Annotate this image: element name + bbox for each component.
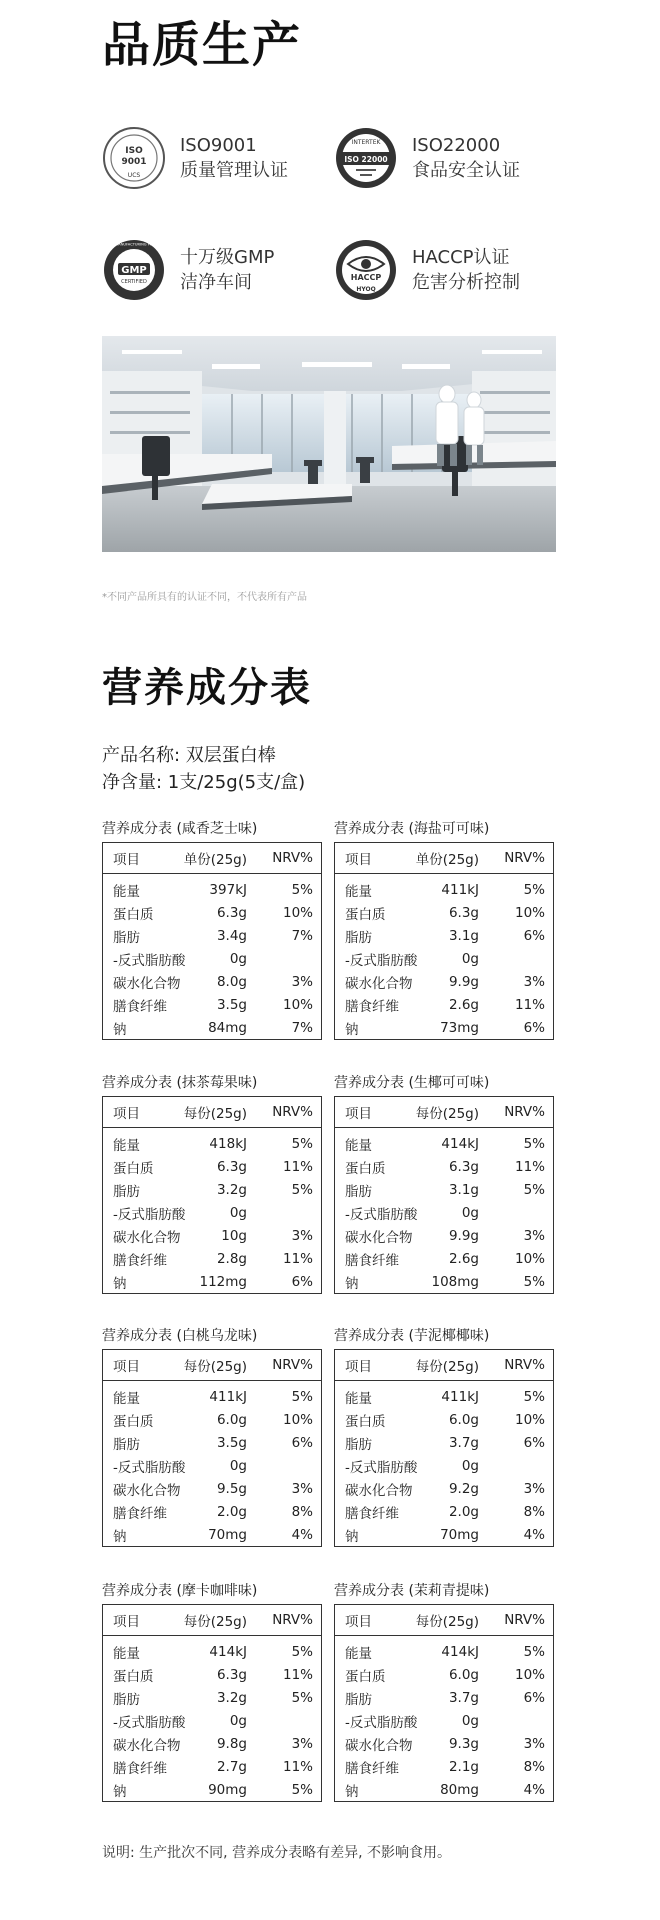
row-label: 能量 — [345, 1137, 372, 1154]
row-value: 414kJ — [209, 1643, 247, 1660]
row-value: 397kJ — [209, 881, 247, 898]
header-cell: 每份(25g) — [415, 1359, 479, 1375]
row-value: 6.3g — [448, 1158, 479, 1175]
table-header — [335, 843, 553, 874]
row-nrv: 3% — [523, 1227, 545, 1244]
row-value: 0g — [229, 1204, 247, 1221]
row-nrv: 3% — [523, 1735, 545, 1752]
row-label: 蛋白质 — [345, 906, 386, 923]
table-header — [103, 843, 321, 874]
row-label: 碳水化合物 — [345, 1482, 413, 1499]
cert-desc: 质量管理认证 — [180, 160, 288, 181]
row-nrv: 4% — [523, 1781, 545, 1798]
nutrition-table — [334, 1349, 554, 1547]
row-label: -反式脂肪酸 — [113, 1459, 186, 1476]
table-row — [335, 1686, 553, 1709]
row-value: 2.6g — [448, 1250, 479, 1267]
row-label: 膳食纤维 — [113, 1252, 167, 1269]
table-title: 营养成分表 (咸香芝士味) — [102, 821, 258, 837]
row-value: 0g — [229, 1457, 247, 1474]
row-value: 3.1g — [448, 1181, 479, 1198]
table-row — [103, 1247, 321, 1270]
lab-illustration — [102, 336, 556, 552]
header-cell: NRV% — [504, 1612, 545, 1628]
header-cell: 单份(25g) — [183, 852, 247, 868]
row-value: 411kJ — [209, 1388, 247, 1405]
header-cell: NRV% — [272, 1104, 313, 1120]
row-label: 脂肪 — [345, 1436, 372, 1453]
row-label: 碳水化合物 — [113, 975, 181, 992]
row-value: 80mg — [440, 1781, 479, 1798]
nutrition-table — [102, 1349, 322, 1547]
row-value: 70mg — [440, 1526, 479, 1543]
row-value: 418kJ — [209, 1135, 247, 1152]
seal-text: GMP — [121, 265, 147, 276]
nutrition-table — [334, 1604, 554, 1802]
table-row — [335, 924, 553, 947]
header-cell: 每份(25g) — [415, 1614, 479, 1630]
table-row — [103, 1431, 321, 1454]
row-nrv: 6% — [523, 1019, 545, 1036]
row-nrv: 5% — [291, 881, 313, 898]
cert-gmp — [102, 238, 274, 302]
table-row — [103, 1778, 321, 1801]
row-nrv: 11% — [282, 1158, 313, 1175]
row-label: -反式脂肪酸 — [345, 1459, 418, 1476]
row-label: 钠 — [345, 1021, 359, 1038]
row-value: 3.1g — [448, 927, 479, 944]
row-nrv: 7% — [291, 927, 313, 944]
row-value: 10g — [221, 1227, 247, 1244]
table-row — [335, 1016, 553, 1039]
row-label: 脂肪 — [113, 1691, 140, 1708]
row-label: 膳食纤维 — [345, 998, 399, 1015]
table-row — [103, 1155, 321, 1178]
header-cell: NRV% — [272, 850, 313, 866]
row-label: 钠 — [113, 1275, 127, 1292]
table-title: 营养成分表 (白桃乌龙味) — [102, 1328, 258, 1344]
row-nrv: 11% — [282, 1758, 313, 1775]
row-nrv: 7% — [291, 1019, 313, 1036]
table-row — [335, 993, 553, 1016]
table-row — [335, 1385, 553, 1408]
table-row — [103, 1224, 321, 1247]
row-nrv: 6% — [291, 1273, 313, 1290]
table-row — [335, 1431, 553, 1454]
table-row — [103, 1477, 321, 1500]
row-label: 蛋白质 — [113, 1413, 154, 1430]
header-cell: 每份(25g) — [183, 1106, 247, 1122]
row-value: 3.2g — [216, 1181, 247, 1198]
seal-text: UCS — [127, 172, 141, 179]
row-nrv: 5% — [291, 1388, 313, 1405]
row-nrv: 11% — [282, 1250, 313, 1267]
row-nrv: 10% — [282, 904, 313, 921]
header-cell: 项目 — [345, 1359, 372, 1375]
nutrition-table — [334, 842, 554, 1040]
row-value: 411kJ — [441, 1388, 479, 1405]
row-label: -反式脂肪酸 — [345, 952, 418, 969]
table-row — [103, 1201, 321, 1224]
row-value: 3.5g — [216, 1434, 247, 1451]
row-nrv: 10% — [514, 904, 545, 921]
header-cell: 项目 — [345, 1614, 372, 1630]
seal-text: CERTIFIED — [121, 279, 147, 285]
row-nrv: 4% — [291, 1526, 313, 1543]
table-header — [103, 1097, 321, 1128]
table-title: 营养成分表 (生椰可可味) — [334, 1075, 490, 1091]
row-nrv: 3% — [523, 973, 545, 990]
table-row — [335, 1755, 553, 1778]
row-value: 3.7g — [448, 1689, 479, 1706]
table-row — [335, 1408, 553, 1431]
cert-footnote: *不同产品所具有的认证不同，不代表所有产品 — [102, 592, 307, 603]
row-label: 钠 — [113, 1783, 127, 1800]
header-cell: 项目 — [113, 1359, 140, 1375]
row-label: -反式脂肪酸 — [345, 1206, 418, 1223]
row-label: 能量 — [113, 1137, 140, 1154]
table-row — [103, 1454, 321, 1477]
nutrition-table — [102, 842, 322, 1040]
row-label: 钠 — [113, 1021, 127, 1038]
row-value: 414kJ — [441, 1643, 479, 1660]
table-title: 营养成分表 (芋泥椰椰味) — [334, 1328, 490, 1344]
table-row — [103, 924, 321, 947]
cert-name: 十万级GMP — [180, 247, 275, 268]
row-value: 2.8g — [216, 1250, 247, 1267]
row-nrv: 5% — [523, 881, 545, 898]
row-nrv: 6% — [523, 927, 545, 944]
row-nrv: 11% — [514, 996, 545, 1013]
header-cell: NRV% — [504, 1104, 545, 1120]
table-row — [103, 1709, 321, 1732]
row-nrv: 6% — [523, 1434, 545, 1451]
row-nrv: 3% — [291, 1480, 313, 1497]
row-value: 112mg — [199, 1273, 247, 1290]
row-label: 碳水化合物 — [345, 1737, 413, 1754]
table-row — [103, 1385, 321, 1408]
seal-text: GOOD MANUFACTURING PRACTICE — [102, 242, 166, 247]
seal-text: HACCP — [350, 273, 382, 282]
iso22000-seal-icon — [334, 126, 398, 190]
row-value: 6.0g — [448, 1411, 479, 1428]
header-cell: 每份(25g) — [183, 1359, 247, 1375]
row-label: 脂肪 — [345, 1183, 372, 1200]
row-label: 能量 — [345, 1390, 372, 1407]
row-value: 3.2g — [216, 1689, 247, 1706]
table-header — [335, 1605, 553, 1636]
row-value: 3.7g — [448, 1434, 479, 1451]
table-row — [335, 1155, 553, 1178]
header-cell: 项目 — [345, 852, 372, 868]
row-value: 2.0g — [448, 1503, 479, 1520]
row-value: 9.2g — [448, 1480, 479, 1497]
table-row — [335, 1270, 553, 1293]
row-label: 能量 — [345, 1645, 372, 1662]
table-header — [335, 1097, 553, 1128]
row-label: 钠 — [345, 1275, 359, 1292]
table-row — [335, 1132, 553, 1155]
row-nrv: 10% — [514, 1666, 545, 1683]
row-value: 0g — [229, 950, 247, 967]
row-value: 6.0g — [216, 1411, 247, 1428]
row-label: 钠 — [113, 1528, 127, 1545]
header-cell: NRV% — [504, 1357, 545, 1373]
table-row — [335, 1247, 553, 1270]
seal-text: HYOQ — [356, 286, 376, 293]
row-value: 0g — [229, 1712, 247, 1729]
row-nrv: 5% — [523, 1388, 545, 1405]
table-row — [335, 1224, 553, 1247]
row-nrv: 5% — [523, 1643, 545, 1660]
row-value: 70mg — [208, 1526, 247, 1543]
row-value: 8.0g — [216, 973, 247, 990]
row-label: 蛋白质 — [113, 906, 154, 923]
row-nrv: 8% — [291, 1503, 313, 1520]
row-label: 能量 — [113, 1645, 140, 1662]
row-value: 6.3g — [216, 1158, 247, 1175]
cert-name: HACCP认证 — [412, 247, 510, 268]
seal-text: ISO 22000 — [344, 155, 388, 164]
row-label: 碳水化合物 — [113, 1737, 181, 1754]
header-cell: 每份(25g) — [415, 1106, 479, 1122]
row-value: 414kJ — [441, 1135, 479, 1152]
row-nrv: 4% — [523, 1526, 545, 1543]
row-value: 90mg — [208, 1781, 247, 1798]
cert-haccp — [334, 238, 520, 302]
nutrition-title: 营养成分表 — [102, 665, 312, 711]
header-cell: 项目 — [113, 1106, 140, 1122]
table-row — [103, 1686, 321, 1709]
footer-note: 说明: 生产批次不同, 营养成分表略有差异, 不影响食用。 — [102, 1845, 451, 1861]
table-row — [335, 1477, 553, 1500]
product-name: 产品名称: 双层蛋白棒 — [102, 745, 276, 766]
row-label: 蛋白质 — [345, 1668, 386, 1685]
row-label: 蛋白质 — [345, 1160, 386, 1177]
row-nrv: 8% — [523, 1758, 545, 1775]
row-value: 6.3g — [216, 904, 247, 921]
row-value: 0g — [461, 950, 479, 967]
table-row — [335, 1732, 553, 1755]
table-row — [335, 1178, 553, 1201]
table-row — [335, 878, 553, 901]
cert-name: ISO9001 — [180, 135, 257, 156]
row-label: 能量 — [345, 883, 372, 900]
table-row — [103, 1500, 321, 1523]
haccp-seal-icon — [334, 238, 398, 302]
table-row — [103, 1132, 321, 1155]
iso9001-seal-icon — [102, 126, 166, 190]
nutrition-table — [334, 1096, 554, 1294]
seal-text: 9001 — [121, 157, 147, 167]
row-value: 6.0g — [448, 1666, 479, 1683]
row-nrv: 5% — [523, 1135, 545, 1152]
gmp-seal-icon — [102, 238, 166, 302]
row-label: -反式脂肪酸 — [345, 1714, 418, 1731]
table-row — [103, 993, 321, 1016]
seal-text: ISO — [125, 146, 143, 156]
row-nrv: 3% — [291, 1227, 313, 1244]
row-nrv: 5% — [523, 1273, 545, 1290]
row-label: 蛋白质 — [113, 1160, 154, 1177]
table-title: 营养成分表 (抹茶莓果味) — [102, 1075, 258, 1091]
table-header — [103, 1605, 321, 1636]
table-row — [335, 1523, 553, 1546]
row-label: 蛋白质 — [345, 1413, 386, 1430]
row-label: 能量 — [113, 1390, 140, 1407]
table-title: 营养成分表 (摩卡咖啡味) — [102, 1583, 258, 1599]
cert-desc: 食品安全认证 — [412, 160, 520, 181]
row-value: 6.3g — [448, 904, 479, 921]
row-nrv: 10% — [514, 1250, 545, 1267]
table-row — [335, 1201, 553, 1224]
table-row — [103, 1178, 321, 1201]
row-value: 2.6g — [448, 996, 479, 1013]
row-value: 9.9g — [448, 973, 479, 990]
row-value: 0g — [461, 1712, 479, 1729]
header-cell: NRV% — [504, 850, 545, 866]
row-value: 2.7g — [216, 1758, 247, 1775]
table-row — [103, 1640, 321, 1663]
row-nrv: 5% — [291, 1781, 313, 1798]
row-nrv: 11% — [282, 1666, 313, 1683]
row-value: 411kJ — [441, 881, 479, 898]
row-label: 碳水化合物 — [113, 1229, 181, 1246]
row-label: 膳食纤维 — [113, 998, 167, 1015]
table-row — [103, 1755, 321, 1778]
table-header — [335, 1350, 553, 1381]
nutrition-table — [102, 1604, 322, 1802]
row-value: 3.4g — [216, 927, 247, 944]
row-label: 钠 — [345, 1528, 359, 1545]
cert-name: ISO22000 — [412, 135, 501, 156]
table-title: 营养成分表 (海盐可可味) — [334, 821, 490, 837]
header-cell: 项目 — [113, 852, 140, 868]
row-nrv: 6% — [523, 1689, 545, 1706]
nutrition-table — [102, 1096, 322, 1294]
row-nrv: 3% — [291, 1735, 313, 1752]
row-label: 脂肪 — [113, 1183, 140, 1200]
row-nrv: 5% — [291, 1135, 313, 1152]
row-value: 9.8g — [216, 1735, 247, 1752]
row-label: 膳食纤维 — [345, 1505, 399, 1522]
table-header — [103, 1350, 321, 1381]
cert-iso9001 — [102, 126, 288, 190]
row-nrv: 10% — [282, 1411, 313, 1428]
row-nrv: 11% — [514, 1158, 545, 1175]
row-label: -反式脂肪酸 — [113, 1206, 186, 1223]
table-row — [335, 1778, 553, 1801]
table-row — [103, 1523, 321, 1546]
product-info — [102, 742, 305, 796]
table-row — [103, 970, 321, 993]
row-label: 碳水化合物 — [113, 1482, 181, 1499]
row-label: 膳食纤维 — [345, 1252, 399, 1269]
header-cell: NRV% — [272, 1357, 313, 1373]
row-label: 脂肪 — [113, 1436, 140, 1453]
seal-text: INTERTEK — [351, 139, 381, 146]
row-label: -反式脂肪酸 — [113, 952, 186, 969]
row-label: 脂肪 — [113, 929, 140, 946]
row-nrv: 10% — [514, 1411, 545, 1428]
table-row — [335, 1663, 553, 1686]
row-value: 73mg — [440, 1019, 479, 1036]
cert-desc: 危害分析控制 — [412, 272, 520, 293]
row-value: 9.3g — [448, 1735, 479, 1752]
row-nrv: 5% — [523, 1181, 545, 1198]
row-value: 3.5g — [216, 996, 247, 1013]
cert-iso22000 — [334, 126, 520, 190]
header-cell: NRV% — [272, 1612, 313, 1628]
row-label: 能量 — [113, 883, 140, 900]
row-value: 2.1g — [448, 1758, 479, 1775]
row-value: 6.3g — [216, 1666, 247, 1683]
header-cell: 单份(25g) — [415, 852, 479, 868]
row-value: 2.0g — [216, 1503, 247, 1520]
row-label: 脂肪 — [345, 929, 372, 946]
table-row — [335, 1640, 553, 1663]
table-row — [335, 1454, 553, 1477]
header-cell: 项目 — [345, 1106, 372, 1122]
row-label: 碳水化合物 — [345, 975, 413, 992]
quality-title: 品质生产 — [102, 17, 303, 73]
table-row — [103, 947, 321, 970]
table-row — [335, 1709, 553, 1732]
row-value: 9.5g — [216, 1480, 247, 1497]
row-nrv: 8% — [523, 1503, 545, 1520]
row-nrv: 5% — [291, 1689, 313, 1706]
table-row — [103, 901, 321, 924]
lab-photo — [102, 336, 556, 552]
table-row — [103, 1663, 321, 1686]
cert-desc: 洁净车间 — [180, 272, 252, 293]
table-row — [103, 878, 321, 901]
row-label: 膳食纤维 — [113, 1505, 167, 1522]
row-label: 蛋白质 — [113, 1668, 154, 1685]
row-label: 膳食纤维 — [345, 1760, 399, 1777]
table-row — [103, 1016, 321, 1039]
row-value: 9.9g — [448, 1227, 479, 1244]
row-nrv: 6% — [291, 1434, 313, 1451]
header-cell: 项目 — [113, 1614, 140, 1630]
row-label: 钠 — [345, 1783, 359, 1800]
table-row — [103, 1732, 321, 1755]
row-label: -反式脂肪酸 — [113, 1714, 186, 1731]
table-row — [103, 1408, 321, 1431]
row-value: 108mg — [431, 1273, 479, 1290]
row-label: 碳水化合物 — [345, 1229, 413, 1246]
table-row — [335, 970, 553, 993]
row-label: 脂肪 — [345, 1691, 372, 1708]
table-row — [103, 1270, 321, 1293]
header-cell: 每份(25g) — [183, 1614, 247, 1630]
table-row — [335, 1500, 553, 1523]
table-row — [335, 947, 553, 970]
row-value: 0g — [461, 1457, 479, 1474]
row-label: 膳食纤维 — [113, 1760, 167, 1777]
row-value: 0g — [461, 1204, 479, 1221]
net-content: 净含量: 1支/25g(5支/盒) — [102, 772, 306, 793]
row-nrv: 5% — [291, 1181, 313, 1198]
table-title: 营养成分表 (茉莉青提味) — [334, 1583, 490, 1599]
row-nrv: 5% — [291, 1643, 313, 1660]
row-nrv: 3% — [523, 1480, 545, 1497]
row-nrv: 3% — [291, 973, 313, 990]
row-value: 84mg — [208, 1019, 247, 1036]
table-row — [335, 901, 553, 924]
row-nrv: 10% — [282, 996, 313, 1013]
